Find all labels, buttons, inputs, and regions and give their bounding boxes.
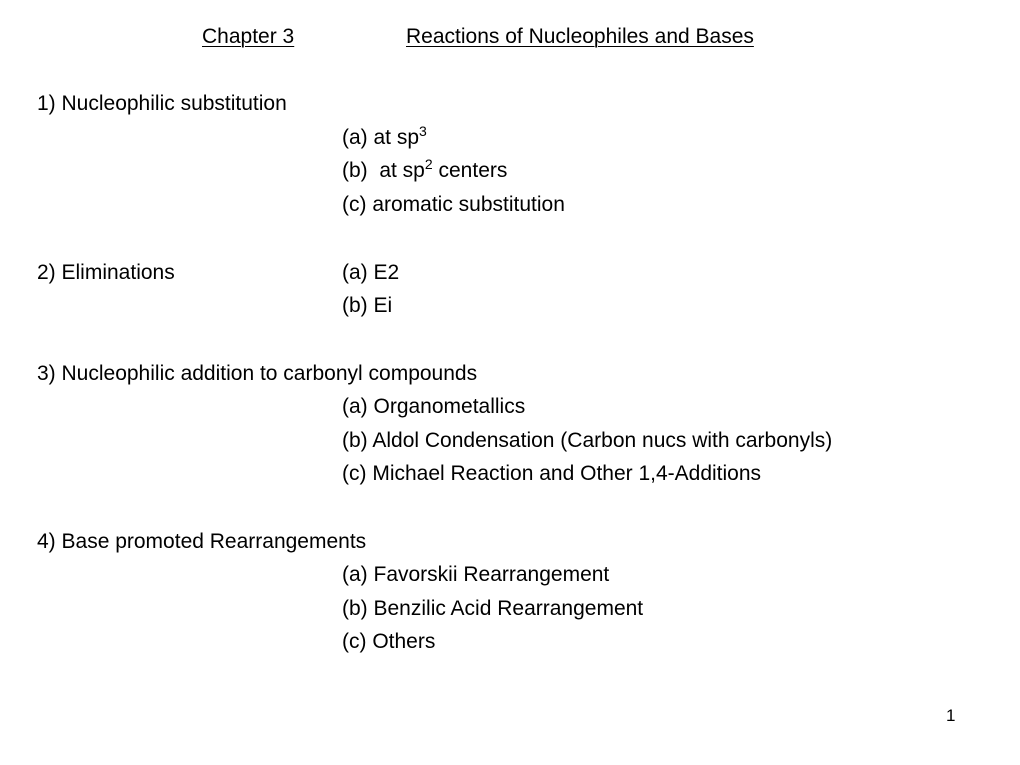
item-text: (b) at sp — [342, 159, 425, 182]
section-2-heading: 2) Eliminations — [37, 261, 175, 284]
section-3-heading: 3) Nucleophilic addition to carbonyl compounds — [37, 362, 478, 385]
item-text: (a) at sp — [342, 126, 420, 149]
superscript: 2 — [424, 156, 433, 172]
chapter-label: Chapter 3 — [202, 25, 295, 48]
section-4-item-a: (a) Favorskii Rearrangement — [342, 563, 610, 586]
section-1-heading: 1) Nucleophilic substitution — [37, 92, 287, 115]
item-after: centers — [432, 159, 508, 182]
page-number: 1 — [946, 706, 956, 725]
section-3-item-c: (c) Michael Reaction and Other 1,4-Additions — [342, 462, 762, 485]
section-2-item-a: (a) E2 — [342, 261, 400, 284]
section-1-item-c: (c) aromatic substitution — [342, 193, 565, 216]
section-2-item-b: (b) Ei — [342, 294, 393, 317]
section-4-heading: 4) Base promoted Rearrangements — [37, 530, 367, 553]
superscript: 3 — [419, 123, 427, 139]
section-3-item-a: (a) Organometallics — [342, 395, 526, 418]
chapter-title: Reactions of Nucleophiles and Bases — [406, 25, 754, 48]
section-3-item-b: (b) Aldol Condensation (Carbon nucs with carbonyls) — [342, 429, 833, 452]
section-4-item-b: (b) Benzilic Acid Rearrangement — [342, 597, 644, 620]
section-1-item-a — [342, 125, 427, 151]
section-1-item-b — [342, 158, 507, 184]
section-4-item-c: (c) Others — [342, 630, 436, 653]
